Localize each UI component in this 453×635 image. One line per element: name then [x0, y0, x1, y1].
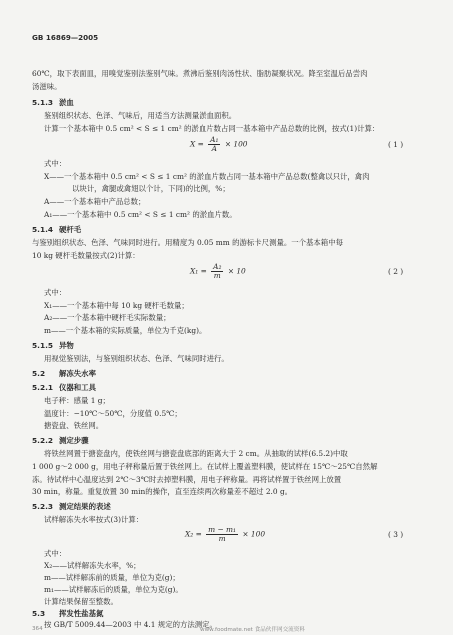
equation-fraction [206, 526, 238, 543]
numerator: A₂ [213, 262, 222, 271]
section-heading-5-2-1 [32, 383, 96, 393]
variable-definition: X₂——试样解冻失水率，%； [44, 561, 141, 570]
paragraph-line: 计算结果保留至整数。 [44, 597, 118, 606]
equation-lhs: X = [190, 139, 204, 149]
equation-rhs: × 100 [242, 529, 266, 539]
variable-definition: m₁——试样解冻后的质量，单位为克(g)。 [44, 585, 183, 594]
equation-number: ( 1 ) [388, 140, 404, 149]
equation-lhs: X₁ = [190, 266, 207, 276]
section-heading-5-1-3 [32, 98, 74, 108]
section-number: 5.2.3 [32, 502, 54, 511]
paragraph-line: 电子秤：感量 1 g； [44, 396, 110, 405]
paragraph-line: 鉴别组织状态、色泽、气味后，用适当方法测量淤血面积。 [44, 111, 237, 120]
section-title: 异物 [59, 341, 74, 350]
section-number: 5.1.3 [32, 98, 54, 107]
numerator: A₁ [210, 135, 219, 144]
equation-number: ( 2 ) [388, 267, 404, 276]
section-number: 5.1.5 [32, 341, 54, 350]
paragraph-line: 将铁丝网置于搪瓷盘内，使铁丝网与搪瓷盘底部的距离大于 2 cm。从抽取的试样(6.5.2)中取 [44, 449, 348, 458]
section-number: 5.3 [32, 609, 46, 618]
paragraph-line: 60℃，取下表面皿，用嗅觉鉴别法鉴别气味。煮沸后鉴别肉汤性状、脂肪凝聚状况。降至室温后品尝肉 [32, 69, 368, 78]
section-heading-5-1-4 [32, 225, 81, 235]
variable-definition: X——一个基本箱中 0.5 cm² < S ≤ 1 cm² 的淤血片数占同一基本箱中产品总数(整禽以只计，禽肉 [44, 172, 370, 181]
paragraph-line: 30 min，称量。重复放置 30 min的操作，直至连续两次称量差不超过 2.0 g。 [32, 487, 293, 496]
paragraph-line: 试样解冻失水率按式(3)计算： [44, 515, 144, 524]
paragraph-line: 冻。待试样中心温度达到 2℃～3℃时去掉塑料膜，用电子秤称量。再将试样置于铁丝网上放置 [32, 475, 342, 484]
paragraph-line: 与鉴别组织状态、色泽、气味同时进行。用精度为 0.05 mm 的游标卡尺测量。一个基本箱中每 [32, 238, 343, 247]
variable-definition: A₁——一个基本箱中 0.5 cm² < S ≤ 1 cm² 的淤血片数。 [44, 210, 237, 219]
equation-3 [185, 526, 265, 543]
watermark-text: www.foodmate.net 食品伙伴网交流资料 [200, 627, 305, 633]
variable-definition-cont: 以块计，禽腿或禽翅以个计，下同)的比例，%； [72, 184, 230, 193]
equation-2 [190, 263, 246, 280]
paragraph-line: 按 GB/T 5009.44—2003 中 4.1 规定的方法测定。 [44, 620, 217, 629]
where-label: 式中： [44, 288, 67, 297]
paragraph-line: 10 kg 硬杆毛数量按式(2)计算： [32, 251, 140, 260]
section-title: 测定步骤 [59, 436, 89, 445]
standard-header: GB 16869—2005 [32, 33, 99, 42]
section-title: 挥发性盐基氮 [59, 609, 104, 618]
paragraph-line: 用视觉鉴别法，与鉴别组织状态、色泽、气味同时进行。 [44, 354, 229, 363]
equation-number: ( 3 ) [388, 530, 404, 539]
equation-fraction [208, 136, 220, 153]
equation-rhs: × 100 [224, 139, 248, 149]
paragraph-line: 汤滋味。 [32, 82, 62, 91]
denominator: A [211, 144, 217, 154]
denominator: m [218, 534, 226, 544]
where-label: 式中： [44, 549, 67, 558]
denominator: m [213, 271, 221, 281]
variable-definition: X₁——一个基本箱中每 10 kg 硬杆毛数量； [44, 301, 189, 310]
equation-lhs: X₂ = [185, 529, 202, 539]
equation-fraction [211, 263, 223, 280]
section-title: 解冻失水率 [59, 369, 96, 378]
paragraph-line: 1 000 g～2 000 g，用电子秤称量后置于铁丝网上。在试样上覆盖塑料膜，使试样在 15℃～25℃自然解 [32, 462, 378, 471]
paragraph-line: 计算一个基本箱中 0.5 cm² < S ≤ 1 cm² 的淤血片数占同一基本箱中产品总数的比例，按式(1)计算： [44, 124, 380, 133]
numerator: m − m₁ [208, 525, 237, 534]
section-heading-5-2 [32, 369, 96, 379]
variable-definition: m——一个基本箱的实际质量，单位为千克(kg)。 [44, 326, 207, 335]
equation-1 [190, 136, 248, 153]
section-number: 5.2.1 [32, 383, 54, 392]
section-title: 淤血 [59, 98, 74, 107]
section-title: 硬杆毛 [59, 225, 82, 234]
variable-definition: A₂——一个基本箱中硬杆毛实际数量； [44, 313, 171, 322]
section-number: 5.2.2 [32, 436, 54, 445]
variable-definition: A——一个基本箱中产品总数； [44, 197, 146, 206]
section-number: 5.1.4 [32, 225, 54, 234]
paragraph-line: 温度计：−10℃～50℃，分度值 0.5℃； [44, 409, 182, 418]
section-heading-5-2-2 [32, 436, 89, 446]
equation-rhs: × 10 [227, 266, 246, 276]
section-number: 5.2 [32, 369, 46, 378]
section-heading-5-3 [32, 609, 103, 619]
section-title: 测定结果的表述 [59, 502, 111, 511]
where-label: 式中： [44, 159, 67, 168]
paragraph-line: 搪瓷盘、铁丝网。 [44, 421, 104, 430]
variable-definition: m——试样解冻前的质量，单位为克(g)； [44, 573, 180, 582]
section-title: 仪器和工具 [59, 383, 96, 392]
section-heading-5-1-5 [32, 341, 74, 351]
section-heading-5-2-3 [32, 502, 111, 512]
page-number: 364 [32, 626, 43, 632]
